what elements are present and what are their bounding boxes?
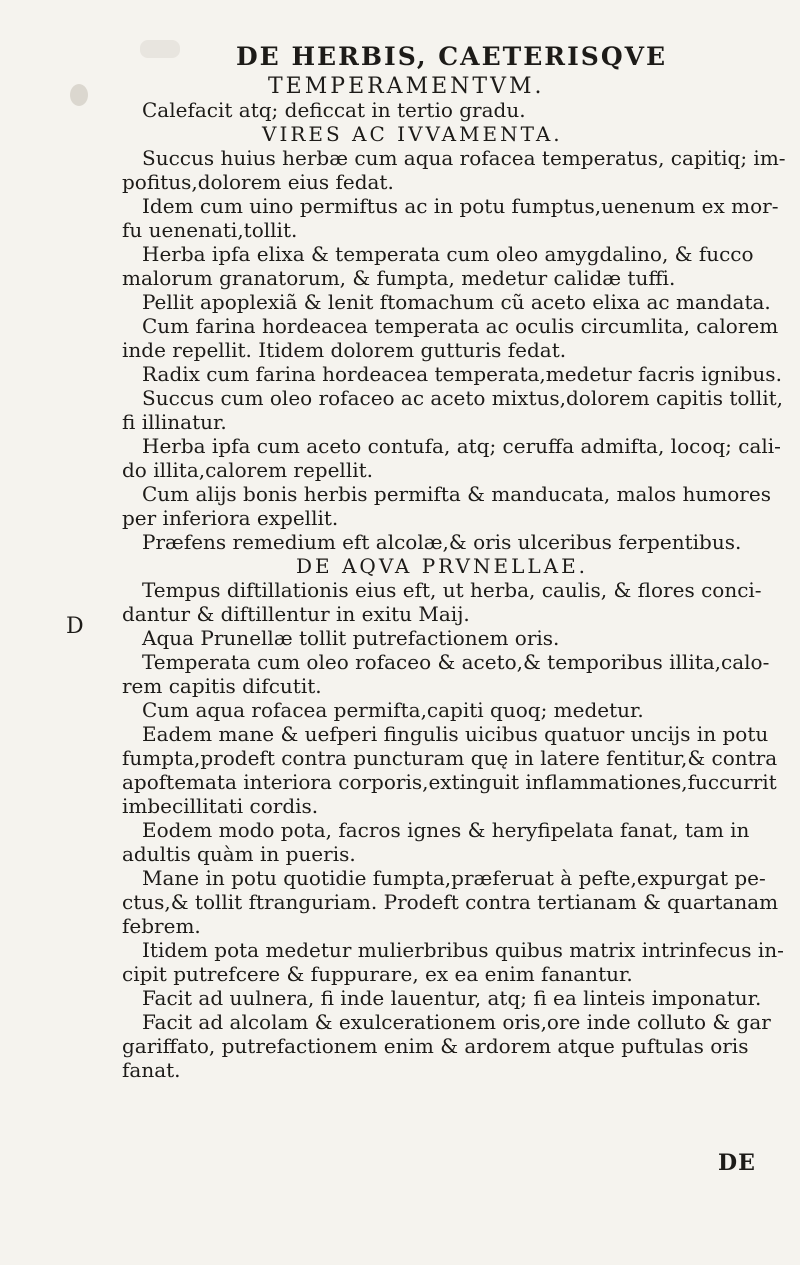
text-line: ctus,& tollit ftranguriam. Prodeft contra tertianam & quartanam	[122, 890, 779, 914]
body-text	[122, 98, 786, 1082]
paper-smudge	[140, 40, 180, 58]
text-line: Succus huius herbæ cum aqua rofacea temperatus, capitiq; im-	[142, 146, 786, 170]
text-line: Radix cum farina hordeacea temperata,medetur facris ignibus.	[142, 362, 782, 386]
text-line: Eadem mane & uefperi fingulis uicibus quatuor uncijs in potu	[142, 722, 769, 746]
text-line: do illita,calorem repellit.	[122, 458, 374, 482]
text-line: Pellit apoplexiã & lenit ftomachum cũ aceto elixa ac mandata.	[142, 290, 771, 314]
text-line: cipit putrefcere & fuppurare, ex ea enim fanantur.	[122, 962, 633, 986]
text-line: Succus cum oleo rofaceo ac aceto mixtus,dolorem capitis tollit,	[142, 386, 784, 410]
text-line: dantur & diftillentur in exitu Maij.	[122, 602, 470, 626]
running-head: DE HERBIS, CAETERISQVE	[236, 42, 668, 71]
text-line: Idem cum uino permiftus ac in potu fumptus,uenenum ex mor-	[142, 194, 779, 218]
text-line: DE AQVA PRVNELLAE.	[296, 554, 589, 578]
text-line: malorum granatorum, & fumpta, medetur calidæ tuffi.	[122, 266, 676, 290]
text-line: Cum farina hordeacea temperata ac oculis circumlita, calorem	[142, 314, 779, 338]
catchword: DE	[718, 1150, 756, 1176]
text-line: adultis quàm in pueris.	[122, 842, 356, 866]
text-line: Cum aliјs bonis herbis permifta & manducata, malos humores	[142, 482, 771, 506]
text-line: Facit ad alcolam & exulcerationem oris,ore inde colluto & gar	[142, 1010, 771, 1034]
text-line: pofitus,dolorem eius fedat.	[122, 170, 394, 194]
text-line: Herba ipfa cum aceto contufa, atq; ceruffa admifta, locoq; cali-	[142, 434, 781, 458]
text-line: Facit ad uulnera, fi inde lauentur, atq; fi ea linteis imponatur.	[142, 986, 762, 1010]
paper-stain	[70, 84, 88, 106]
text-line: apoftemata interiora corporis,extinguit inflammationes,fuccurrit	[122, 770, 777, 794]
text-line: fi illinatur.	[122, 410, 227, 434]
text-line: Aqua Prunellæ tollit putrefactionem oris.	[142, 626, 560, 650]
text-line: imbecillitati cordis.	[122, 794, 319, 818]
text-line: Mane in potu quotidie fumpta,præferuat à pefte,expurgat pe-	[142, 866, 766, 890]
text-line: fanat.	[122, 1058, 181, 1082]
text-line: per inferiora expellit.	[122, 506, 339, 530]
text-line: fu uenenati,tollit.	[122, 218, 298, 242]
text-line: Eodem modo pota, facros ignes & heryfipelata fanat, tam in	[142, 818, 750, 842]
text-line: Tempus diftillationis eius eft, ut herba, caulis, & flores conci-	[142, 578, 762, 602]
section-heading: TEMPERAMENTVM.	[268, 74, 545, 99]
text-line: fumpta,prodeft contra puncturam quę in latere fentitur,& contra	[122, 746, 778, 770]
text-line: Præfens remedium eft alcolæ,& oris ulceribus ferpentibus.	[142, 530, 742, 554]
text-line: Cum aqua rofacea permifta,capiti quoq; medetur.	[142, 698, 644, 722]
text-line: rem capitis difcutit.	[122, 674, 322, 698]
text-line: inde repellit. Itidem dolorem gutturis fedat.	[122, 338, 567, 362]
text-line: Temperata cum oleo rofaceo & aceto,& temporibus illita,calo-	[142, 650, 770, 674]
text-line: VIRES AC IVVAMENTA.	[262, 122, 563, 146]
text-line: gariffato, putrefactionem enim & ardorem atque puftulas oris	[122, 1034, 749, 1058]
text-line: Itidem pota medetur mulierbribus quibus matrix intrinfecus in-	[142, 938, 784, 962]
text-line: Calefacit atq; deficcat in tertio gradu.	[142, 98, 526, 122]
text-line: febrem.	[122, 914, 201, 938]
margin-letter: D	[66, 614, 84, 639]
text-line: Herba ipfa elixa & temperata cum oleo amygdalino, & fucco	[142, 242, 754, 266]
